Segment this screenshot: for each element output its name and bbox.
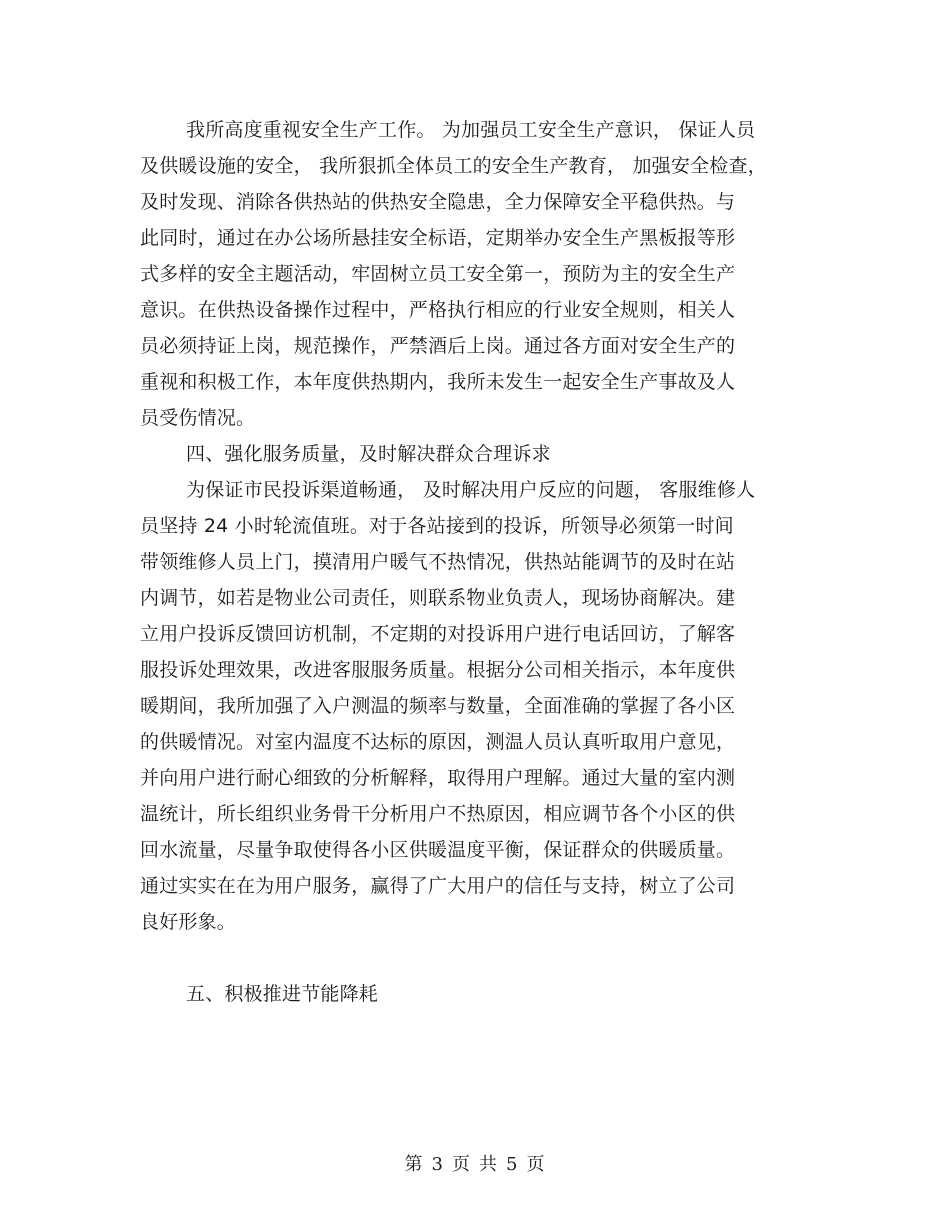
total-pages-number: 5 [506, 1154, 519, 1175]
paragraph-line: 温统计，所长组织业务骨干分析用户不热原因，相应调节各个小区的供 [140, 803, 736, 825]
paragraph-line: 的供暖情况。对室内温度不达标的原因，测温人员认真听取用户意见， [140, 731, 736, 753]
footer-page-label: 页 [452, 1154, 471, 1175]
paragraph-line: 此同时，通过在办公场所悬挂安全标语，定期举办安全生产黑板报等形 [140, 227, 736, 249]
document-body [140, 112, 810, 1012]
section-heading: 五、积极推进节能降耗 [186, 983, 379, 1005]
section-heading: 四、强化服务质量，及时解决群众合理诉求 [186, 443, 551, 465]
paragraph-line: 通过实实在在为用户服务，赢得了广大用户的信任与支持，树立了公司 [140, 875, 736, 897]
paragraph-line: 服投诉处理效果，改进客服服务质量。根据分公司相关指示，本年度供 [140, 659, 736, 681]
footer-prefix: 第 [404, 1154, 424, 1175]
paragraph-line: 暖期间，我所加强了入户测温的频率与数量，全面准确的掌握了各小区 [140, 695, 736, 717]
paragraph-line: 重视和积极工作，本年度供热期内，我所未发生一起安全生产事故及人 [140, 371, 736, 393]
paragraph-line: 带领维修人员上门，摸清用户暖气不热情况，供热站能调节的及时在站 [140, 551, 736, 573]
paragraph-line: 及时发现、消除各供热站的供热安全隐患，全力保障安全平稳供热。与 [140, 191, 736, 213]
paragraph-line: 良好形象。 [140, 911, 237, 933]
paragraph-line: 我所高度重视安全生产工作。 为加强员工安全生产意识， 保证人员 [186, 119, 756, 141]
current-page-number: 3 [431, 1154, 444, 1175]
paragraph-line: 内调节，如若是物业公司责任，则联系物业负责人，现场协商解决。建 [140, 587, 736, 609]
paragraph-line: 员必须持证上岗，规范操作，严禁酒后上岗。通过各方面对安全生产的 [140, 335, 736, 357]
footer-total-label: 共 [479, 1154, 498, 1175]
paragraph-line: 式多样的安全主题活动，牢固树立员工安全第一，预防为主的安全生产 [140, 263, 736, 285]
paragraph-line: 回水流量，尽量争取使得各小区供暖温度平衡，保证群众的供暖质量。 [140, 839, 736, 861]
paragraph-line: 并向用户进行耐心细致的分析解释，取得用户理解。通过大量的室内测 [140, 767, 736, 789]
page-footer [0, 1150, 950, 1176]
footer-suffix: 页 [526, 1154, 546, 1175]
paragraph-line: 员坚持 24 小时轮流值班。对于各站接到的投诉，所领导必须第一时间 [140, 515, 734, 537]
paragraph-line: 立用户投诉反馈回访机制，不定期的对投诉用户进行电话回访，了解客 [140, 623, 736, 645]
paragraph-line: 及供暖设施的安全， 我所狠抓全体员工的安全生产教育， 加强安全检查， [140, 155, 767, 177]
paragraph-line: 为保证市民投诉渠道畅通， 及时解决用户反应的问题， 客服维修人 [186, 479, 756, 501]
paragraph-gap [140, 940, 810, 976]
paragraph-line: 员受伤情况。 [140, 407, 256, 429]
paragraph-line: 意识。在供热设备操作过程中，严格执行相应的行业安全规则，相关人 [140, 299, 736, 321]
